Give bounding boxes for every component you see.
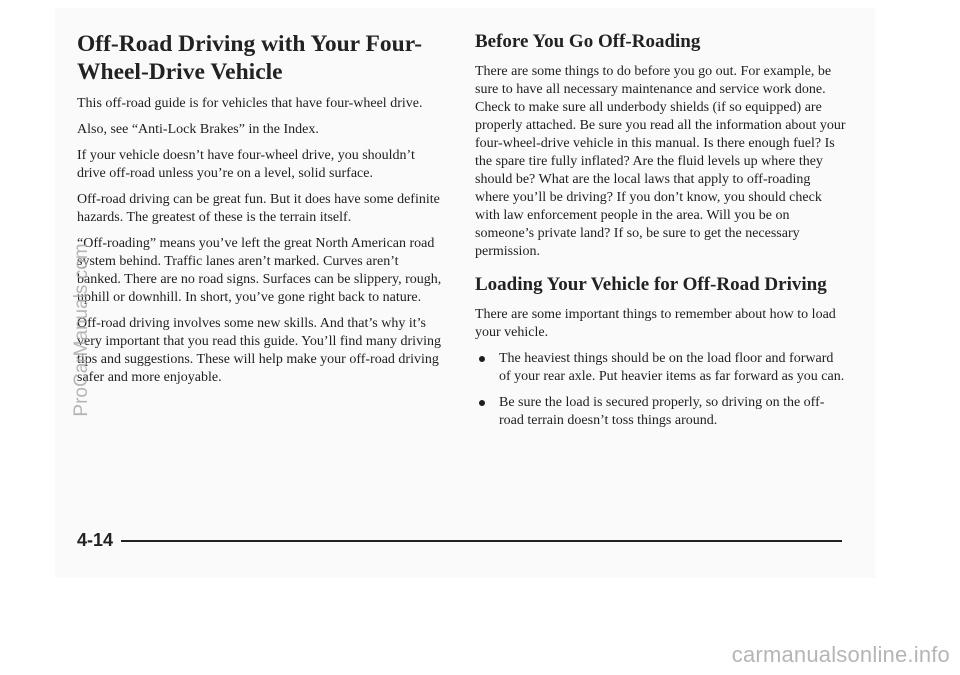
paragraph: Off-road driving involves some new skills. And that’s why it’s very important that you read this guide. You’ll find many driving tips and suggestions. These will help make your off-road driving safer and more enjoyable. — [77, 316, 441, 385]
paragraph: Also, see “Anti-Lock Brakes” in the Index. — [77, 122, 319, 137]
vertical-watermark — [62, 200, 102, 460]
list-item-text: The heaviest things should be on the load floor and forward of your rear axle. Put heavier items as far forward as you can. — [499, 351, 845, 384]
list-item-text: Be sure the load is secured properly, so driving on the off-road terrain doesn’t toss things around. — [499, 395, 825, 428]
bullet-list — [475, 350, 847, 430]
page-number: 4-14 — [77, 530, 114, 550]
left-column — [77, 30, 445, 395]
list-item — [475, 394, 847, 430]
list-item — [475, 350, 847, 386]
right-column — [475, 30, 847, 438]
paragraph: There are some things to do before you go out. For example, be sure to have all necessary maintenance and service work done. Check to make sure all underbody shields (if so equipped) are properly attached. Be sure you read all the information about your four-wheel-drive vehicle in this manual. Is there enough fuel? Is the spare tire fully inflated? Are the fluid levels up where they should be? What are the local laws that apply to off-roading where you’ll be driving? If you don’t know, you should check with law enforcement people in the area. Will you be on someone’s private land? If so, be sure to get the necessary permission. — [475, 64, 846, 259]
site-watermark: carmanualsonline.info — [731, 642, 950, 667]
section-title-before-you-go: Before You Go Off-Roading — [475, 31, 701, 52]
section-title-off-road-driving: Off-Road Driving with Your Four-Wheel-Drive Vehicle — [77, 31, 423, 85]
paragraph: If your vehicle doesn’t have four-wheel drive, you shouldn’t drive off-road unless you’re on a level, solid surface. — [77, 148, 415, 181]
paragraph: Off-road driving can be great fun. But it does have some definite hazards. The greatest of these is the terrain itself. — [77, 192, 440, 225]
paragraph: “Off-roading” means you’ve left the great North American road system behind. Traffic lanes aren’t marked. Curves aren’t banked. There are no road signs. Surfaces can be slippery, rough, uphill or downhill. In short, you’ve gone right back to nature. — [77, 236, 442, 305]
footer-rule — [121, 540, 842, 542]
page-footer — [77, 528, 842, 552]
section-title-loading-vehicle: Loading Your Vehicle for Off-Road Driving — [475, 274, 827, 295]
paragraph: There are some important things to remember about how to load your vehicle. — [475, 307, 836, 340]
watermark-text: ProCarManuals.com — [71, 243, 92, 417]
bullet-icon — [479, 356, 485, 362]
paragraph: This off-road guide is for vehicles that have four-wheel drive. — [77, 96, 423, 111]
bullet-icon — [479, 400, 485, 406]
